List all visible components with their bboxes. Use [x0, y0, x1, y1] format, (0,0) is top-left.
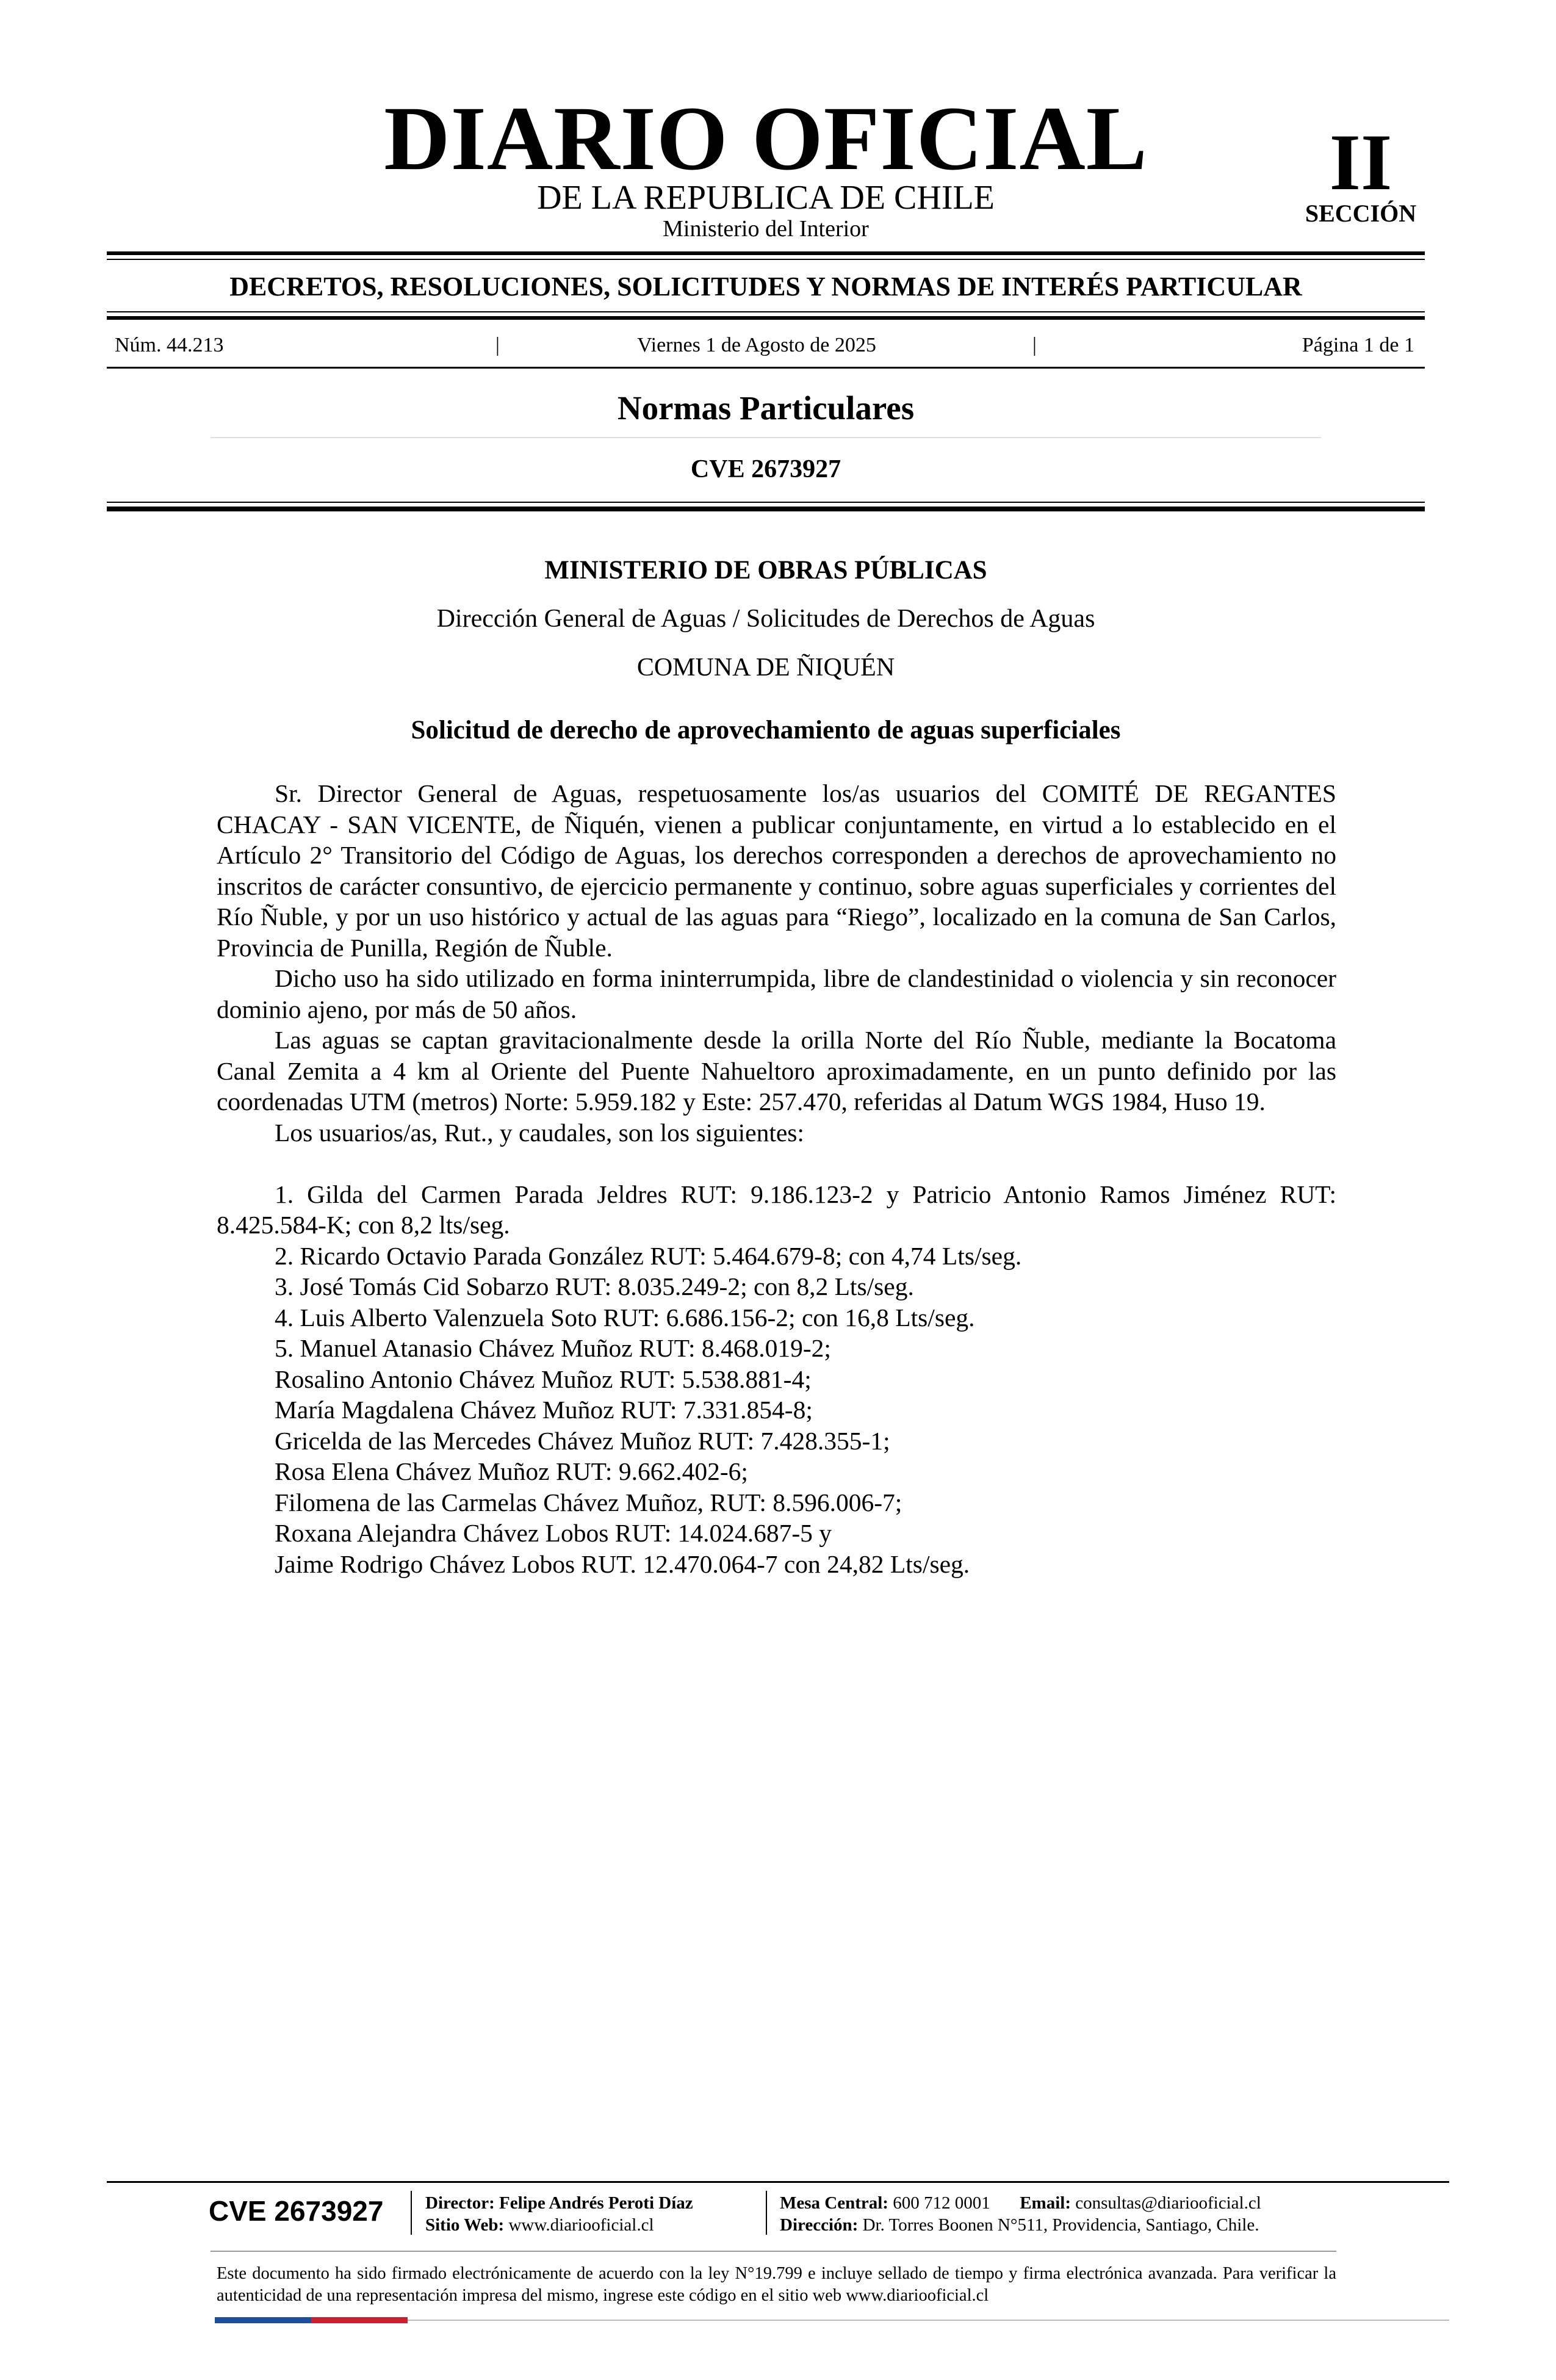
- list-subitem: Rosa Elena Chávez Muñoz RUT: 9.662.402-6;: [275, 1457, 748, 1485]
- body-paragraph: Los usuarios/as, Rut., y caudales, son los siguientes:: [275, 1118, 804, 1147]
- address-label: Dirección:: [780, 2215, 859, 2235]
- document-body: [217, 778, 1336, 1579]
- phone-value: 600 712 0001: [893, 2193, 990, 2213]
- list-subitem: Jaime Rodrigo Chávez Lobos RUT. 12.470.064-7 con 24,82 Lts/seg.: [275, 1549, 970, 1578]
- footer-contact: [780, 2192, 1261, 2214]
- director-name: Felipe Andrés Peroti Díaz: [499, 2193, 693, 2213]
- footer-rule: [107, 2181, 1449, 2183]
- header-bottom-rule-thin: [107, 502, 1425, 503]
- list-subitem: Roxana Alejandra Chávez Lobos RUT: 14.024.687-5 y: [275, 1519, 832, 1547]
- issue-rule: [107, 367, 1425, 369]
- section-number: II: [1329, 117, 1392, 207]
- flag-bar-red: [311, 2317, 408, 2323]
- issue-number: Núm. 44.213: [115, 334, 224, 356]
- list-item: 3. José Tomás Cid Sobarzo RUT: 8.035.249-2; con 8,2 Lts/seg.: [275, 1272, 914, 1300]
- spacer: [217, 1148, 1336, 1179]
- list-item: 2. Ricardo Octavio Parada González RUT: 5.464.679-8; con 4,74 Lts/seg.: [275, 1241, 1022, 1270]
- body-paragraph: Dicho uso ha sido utilizado en forma ininterrumpida, libre de clandestinidad o violencia y sin reconocer dominio ajeno, por más de 50 años.: [217, 964, 1336, 1023]
- list-subitem: María Magdalena Chávez Muñoz RUT: 7.331.854-8;: [275, 1396, 813, 1424]
- flag-bar-blue: [215, 2317, 311, 2323]
- footer-divider: [411, 2191, 412, 2235]
- site-label: Sitio Web:: [425, 2215, 505, 2235]
- list-item: 5. Manuel Atanasio Chávez Muñoz RUT: 8.468.019-2;: [275, 1334, 831, 1362]
- comuna-heading: COMUNA DE ÑIQUÉN: [636, 654, 895, 682]
- list-subitem: Filomena de las Carmelas Chávez Muñoz, RUT: 8.596.006-7;: [275, 1488, 902, 1516]
- ministry-heading: MINISTERIO DE OBRAS PÚBLICAS: [544, 556, 987, 585]
- body-paragraph: Las aguas se captan gravitacionalmente desde la orilla Norte del Río Ñuble, mediante la Bocatoma Canal Zemita a 4 km al Oriente del Puente Nahueltoro aproximadamente, en un punto definido por las coordenadas UTM (metros) Norte: 5.959.182 y Este: 257.470, referidas al Datum WGS 1984, Huso 19.: [217, 1026, 1336, 1116]
- footer-cve-code: CVE 2673927: [209, 2195, 384, 2227]
- list-item: 1. Gilda del Carmen Parada Jeldres RUT: 9.186.123-2 y Patricio Antonio Ramos Jiménez RUT: 8.425.584-K; con 8,2 lts/seg.: [217, 1180, 1336, 1239]
- list-subitem: Gricelda de las Mercedes Chávez Muñoz RUT: 7.428.355-1;: [275, 1426, 890, 1455]
- footer-director: [425, 2192, 693, 2214]
- banner-top-rule-thick: [107, 251, 1425, 255]
- email-label: Email:: [1020, 2193, 1071, 2213]
- phone-label: Mesa Central:: [780, 2193, 888, 2213]
- direction-heading: Dirección General de Aguas / Solicitudes de Derechos de Aguas: [436, 605, 1095, 633]
- footer-inner-rule: [211, 2251, 1336, 2252]
- list-subitem: Rosalino Antonio Chávez Muñoz RUT: 5.538.881-4;: [275, 1365, 812, 1393]
- section-label: SECCIÓN: [1305, 200, 1417, 227]
- footer-bottom-rule: [408, 2320, 1449, 2321]
- section-banner: DECRETOS, RESOLUCIONES, SOLICITUDES Y NORMAS DE INTERÉS PARTICULAR: [229, 272, 1302, 301]
- banner-bottom-rule-thin: [107, 311, 1425, 312]
- legal-notice: Este documento ha sido firmado electrónicamente de acuerdo con la ley N°19.799 e incluye sellado de tiempo y firma electrónica avanzada. Para verificar la autenticidad de una representación impresa del mismo, ingrese este código en el sitio web www.diariooficial.cl: [217, 2264, 1336, 2305]
- header-bottom-rule-thick: [107, 507, 1425, 511]
- masthead-subtitle: DE LA REPUBLICA DE CHILE: [537, 179, 995, 217]
- site-link[interactable]: www.diariooficial.cl: [508, 2215, 654, 2235]
- email-link[interactable]: consultas@diariooficial.cl: [1075, 2193, 1261, 2213]
- issue-date: Viernes 1 de Agosto de 2025: [637, 334, 876, 356]
- address-value: Dr. Torres Boonen N°511, Providencia, Santiago, Chile.: [862, 2215, 1259, 2235]
- section-title: Normas Particulares: [617, 389, 915, 427]
- page-indicator: Página 1 de 1: [1302, 334, 1414, 356]
- issue-separator: |: [495, 334, 500, 356]
- footer-website: [425, 2214, 654, 2236]
- list-item: 4. Luis Alberto Valenzuela Soto RUT: 6.686.156-2; con 16,8 Lts/seg.: [275, 1303, 975, 1332]
- issue-separator: |: [1032, 334, 1037, 356]
- banner-top-rule-thin: [107, 259, 1425, 260]
- masthead-ministry: Ministerio del Interior: [663, 216, 869, 242]
- footer-address: [780, 2214, 1259, 2236]
- director-label: Director:: [425, 2193, 495, 2213]
- banner-bottom-rule-thick: [107, 316, 1425, 320]
- footer-divider: [766, 2191, 767, 2235]
- body-paragraph: Sr. Director General de Aguas, respetuosamente los/as usuarios del COMITÉ DE REGANTES CHACAY - SAN VICENTE, de Ñiquén, vienen a publicar conjuntamente, en virtud a lo establecido en el Artículo 2° Transitorio del Código de Aguas, los derechos corresponden a derechos de aprovechamiento no inscritos de carácter consuntivo, de ejercicio permanente y continuo, sobre aguas superficiales y corrientes del Río Ñuble, y por un uso histórico y actual de las aguas para “Riego”, localizado en la comuna de San Carlos, Provincia de Punilla, Región de Ñuble.: [217, 779, 1336, 962]
- section-title-rule: [211, 437, 1321, 438]
- cve-code: CVE 2673927: [690, 455, 841, 483]
- masthead-title: DIARIO OFICIAL: [384, 88, 1148, 189]
- request-title: Solicitud de derecho de aprovechamiento de aguas superficiales: [411, 716, 1121, 745]
